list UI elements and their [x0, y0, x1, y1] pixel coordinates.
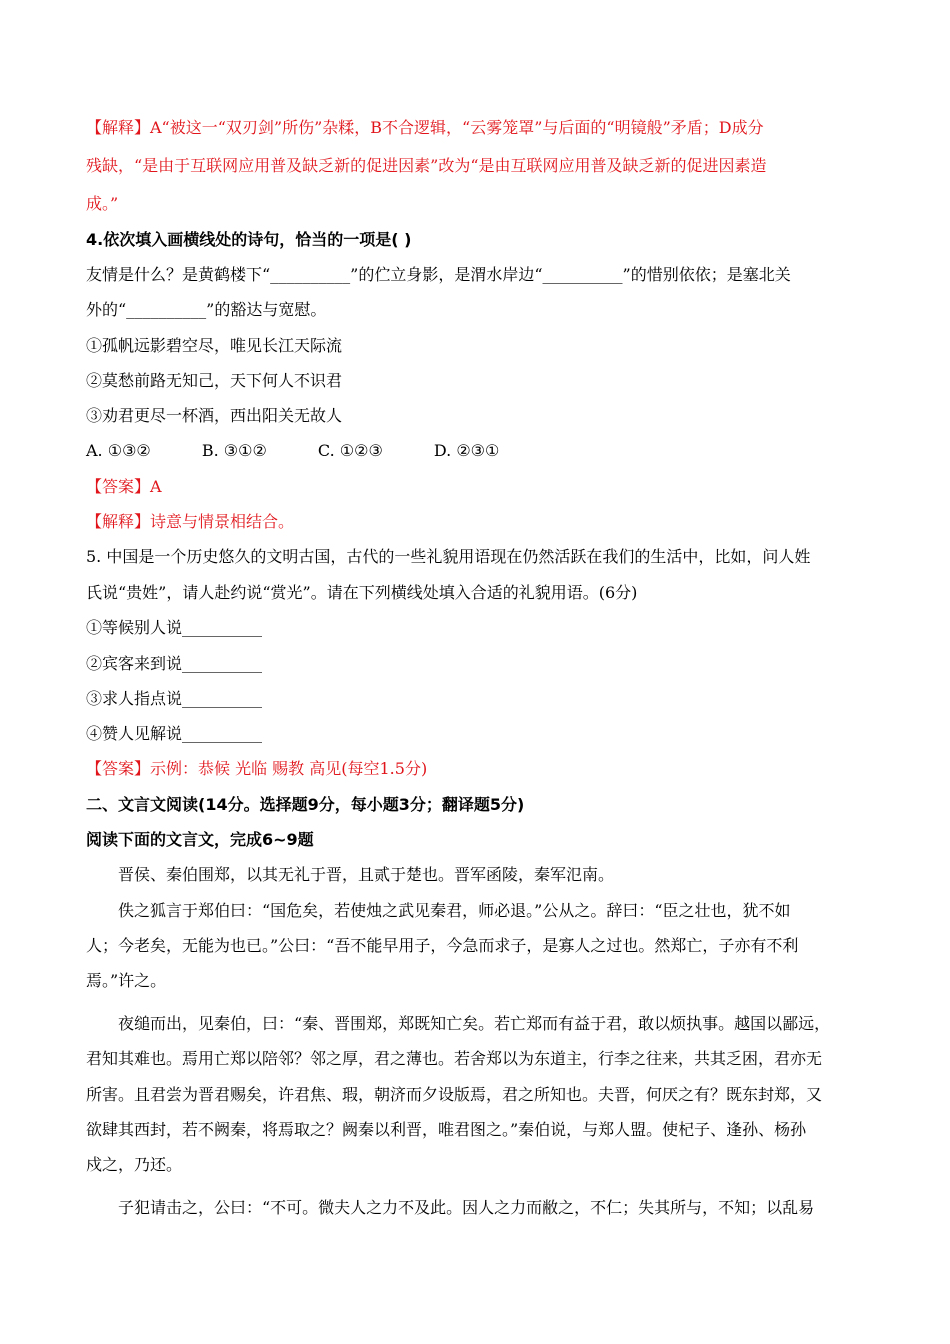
q4-item-1: ①孤帆远影碧空尽，唯见长江天际流: [86, 336, 343, 355]
q5-item-3: ③求人指点说__________: [86, 689, 263, 708]
passage-para3-line1: 夜缒而出，见秦伯，曰：“秦、晋围郑，郑既知亡矣。若亡郑而有益于君，敢以烦执事。越国以鄙远，: [118, 1014, 831, 1033]
q5-stem-line1: 5. 中国是一个历史悠久的文明古国，古代的一些礼貌用语现在仍然活跃在我们的生活中，比如，问人姓: [86, 547, 811, 566]
q5-item-4: ④赞人见解说__________: [86, 724, 263, 743]
q5-stem-line2: 氏说“贵姓”，请人赴约说“赏光”。请在下列横线处填入合适的礼貌用语。(6分): [86, 583, 638, 602]
q3-explain-line3: 成。”: [86, 194, 119, 213]
q4-item-2: ②莫愁前路无知己，天下何人不识君: [86, 371, 343, 390]
q4-title: 4.依次填入画横线处的诗句，恰当的一项是( ): [86, 230, 412, 249]
q4-option-d: D. ②③①: [433, 441, 500, 460]
q4-stem-line1: 友情是什么？是黄鹤楼下“__________”的伫立身影，是渭水岸边“__________”的惜别依依；是塞北关: [86, 265, 791, 284]
q5-answer: 【答案】示例：恭候 光临 赐教 高见(每空1.5分): [86, 759, 428, 778]
q4-option-a: A. ①③②: [86, 441, 151, 460]
q4-option-b: B. ③①②: [201, 441, 267, 460]
q4-item-3: ③劝君更尽一杯酒，西出阳关无故人: [86, 406, 343, 425]
passage-para3-line4: 欲肆其西封，若不阙秦，将焉取之？阙秦以利晋，唯君图之。”秦伯说，与郑人盟。使杞子、逢孙、杨孙: [86, 1120, 807, 1139]
q5-item-1: ①等候别人说__________: [86, 618, 263, 637]
q4-stem-line2: 外的“__________”的豁达与宽慰。: [86, 300, 327, 319]
passage-para3-line2: 君知其难也。焉用亡郑以陪邻？邻之厚，君之薄也。若舍郑以为东道主，行李之往来，共其乏困，君亦无: [86, 1049, 823, 1068]
q4-option-c: C. ①②③: [317, 441, 383, 460]
q4-options: [86, 440, 545, 462]
passage-para2-line2: 人；今老矣，无能为也已。”公曰：“吾不能早用子，今急而求子，是寡人之过也。然郑亡，子亦有不利: [86, 936, 799, 955]
section2-title: 二、文言文阅读(14分。选择题9分，每小题3分；翻译题5分): [86, 795, 525, 814]
passage-para3-line3: 所害。且君尝为晋君赐矣，许君焦、瑕，朝济而夕设版焉，君之所知也。夫晋，何厌之有？既东封郑，又: [86, 1085, 823, 1104]
q5-item-2: ②宾客来到说__________: [86, 654, 263, 673]
q4-explain: 【解释】诗意与情景相结合。: [86, 512, 295, 531]
section2-instruction: 阅读下面的文言文，完成6~9题: [86, 830, 314, 849]
q3-explain-line1: 【解释】A“被这一“双刃剑”所伤”杂糅，B不合逻辑，“云雾笼罩”与后面的“明镜般”矛盾；D成分: [86, 118, 764, 137]
passage-para2-line1: 佚之狐言于郑伯曰：“国危矣，若使烛之武见秦君，师必退。”公从之。辞曰：“臣之壮也，犹不如: [118, 901, 791, 920]
passage-para3-line5: 戍之，乃还。: [86, 1155, 183, 1174]
passage-para2-line3: 焉。”许之。: [86, 971, 167, 990]
passage-para1: 晋侯、秦伯围郑，以其无礼于晋，且贰于楚也。晋军函陵，秦军氾南。: [118, 865, 615, 884]
q4-answer: 【答案】A: [86, 477, 162, 496]
passage-para4-line1: 子犯请击之，公曰：“不可。微夫人之力不及此。因人之力而敝之，不仁；失其所与，不知；以乱易: [118, 1198, 815, 1217]
q3-explain-line2: 残缺，“是由于互联网应用普及缺乏新的促进因素”改为“是由互联网应用普及缺乏新的促进因素造: [86, 156, 767, 175]
